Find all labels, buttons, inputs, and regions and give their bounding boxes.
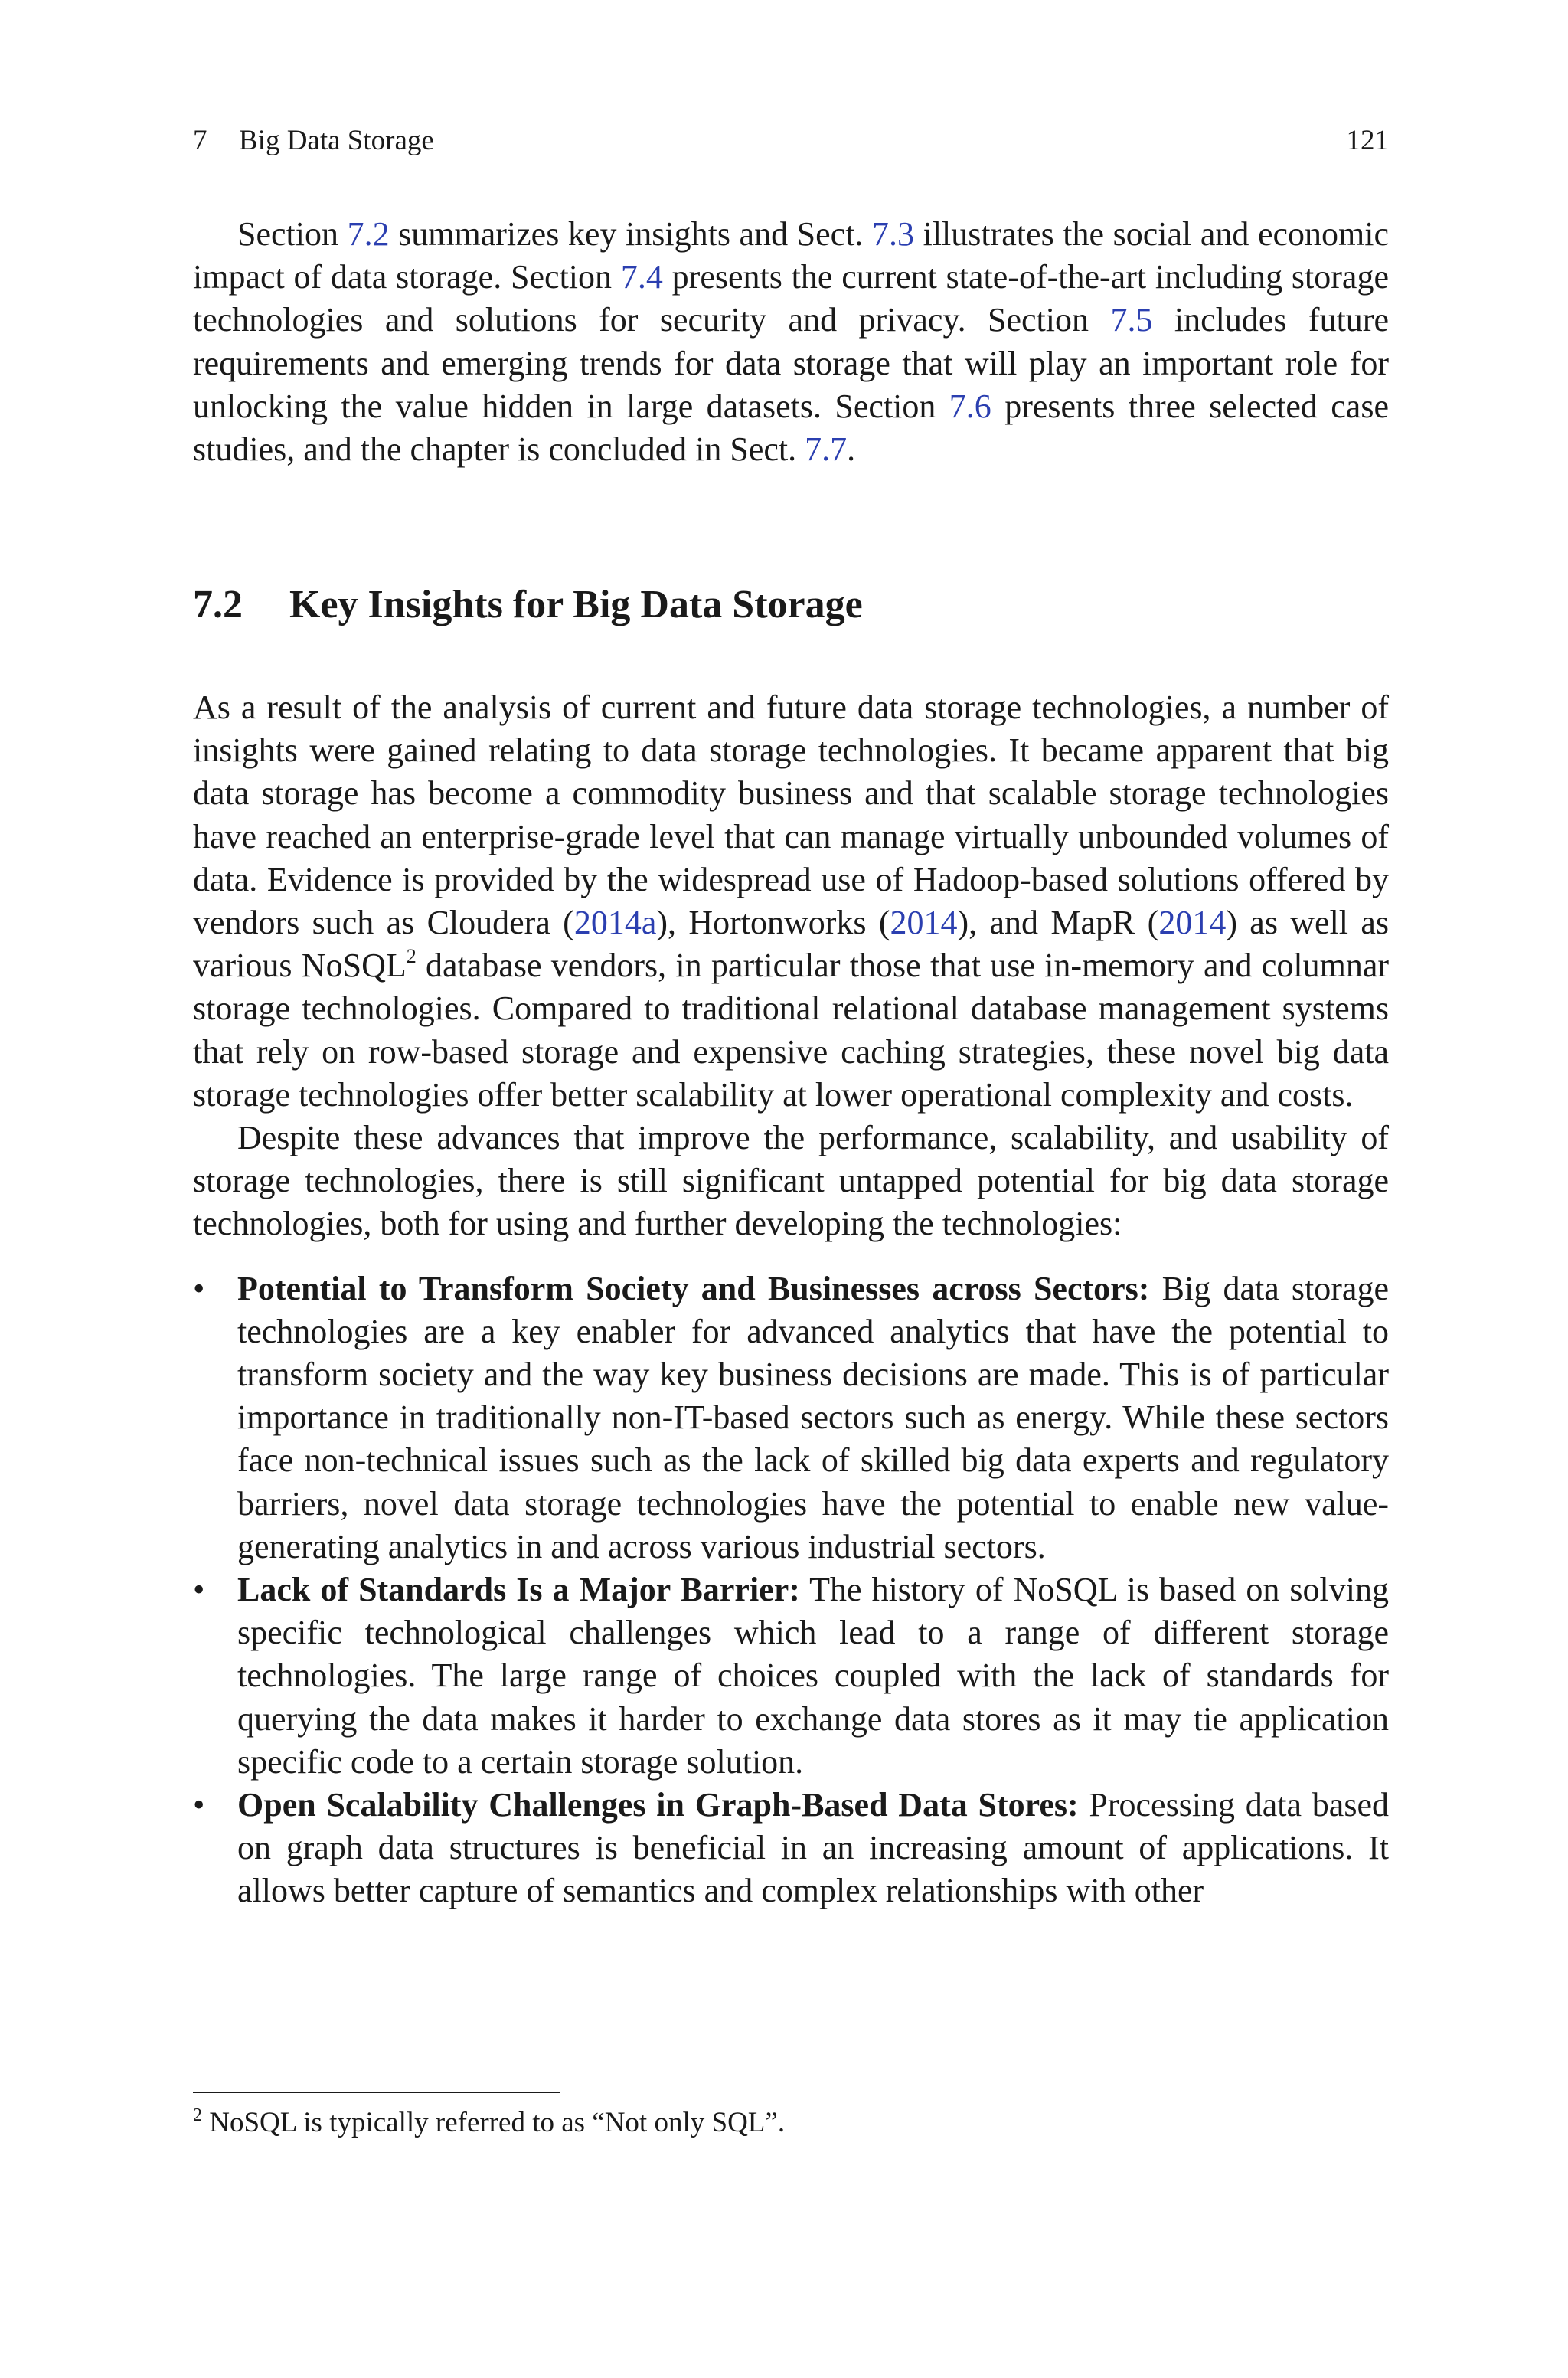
text-run: .	[847, 430, 856, 469]
text-run: illustrates the social and economic impact of data storage. Section	[193, 215, 1389, 296]
list-item	[193, 1568, 1389, 1784]
footnote-number: 2	[193, 2105, 202, 2125]
section-number: 7.2	[193, 583, 243, 626]
insights-list	[193, 1268, 1389, 1913]
list-item-text: Big data storage technologies are a key enabler for advanced analytics that have the potential to transform society and the way key business decisions are made. This is of particular importance in traditionally non-IT-based sectors such as energy. While these sectors face non-technical issues such as the lack of skilled big data experts and regulatory barriers, novel data storage technologies have the potential to enable new value-generating analytics in and across various industrial sectors.	[237, 1269, 1389, 1565]
text-run: database vendors, in particular those that use in-memory and columnar storage technologies. Compared to traditional relational database management systems that rely on row-based storage and expensive caching strategies, these novel big data storage technologies offer better scalability at lower operational complexity and costs.	[193, 947, 1389, 1114]
bullet-icon: •	[193, 1786, 205, 1824]
list-item	[193, 1784, 1389, 1913]
section-link-7-6[interactable]: 7.6	[949, 387, 991, 425]
page-number: 121	[1346, 125, 1389, 156]
text-run: ) as well as various NoSQL	[193, 904, 1389, 985]
intro-paragraph	[193, 213, 1389, 471]
chapter-title: Big Data Storage	[239, 125, 434, 156]
text-run: ), and MapR (	[957, 904, 1159, 942]
section-title: Key Insights for Big Data Storage	[289, 583, 863, 626]
list-item-lead: Potential to Transform Society and Businesses across Sectors:	[237, 1269, 1150, 1307]
text-run: includes future requirements and emerging trends for data storage that will play an important role for unlocking the value hidden in large datasets. Section	[193, 301, 1389, 425]
text-run: summarizes key insights and Sect.	[389, 215, 873, 253]
intro-block	[193, 213, 1389, 471]
chapter-number: 7	[193, 125, 207, 156]
list-item-text: The history of NoSQL is based on solving specific technological challenges which lead to a range of different storage technologies. The large range of choices coupled with the lack of standards for querying the data makes it harder to exchange data stores as it may tie application specific code to a certain storage solution.	[237, 1571, 1389, 1781]
citation-mapr[interactable]: 2014	[1158, 904, 1227, 942]
section-heading	[193, 581, 1389, 630]
main-block	[193, 686, 1389, 1913]
paragraph-2: Despite these advances that improve the performance, scalability, and usability of storage technologies, there is still significant untapped potential for big data storage technologies, both for using and further developing the technologies:	[193, 1119, 1389, 1243]
text-run: ), Hortonworks (	[656, 904, 890, 942]
footnote-divider	[193, 2092, 560, 2093]
bullet-icon: •	[193, 1571, 205, 1609]
list-item-lead: Lack of Standards Is a Major Barrier:	[237, 1571, 800, 1609]
list-item	[193, 1268, 1389, 1568]
section-link-7-2[interactable]: 7.2	[347, 215, 390, 253]
footnote-text: NoSQL is typically referred to as “Not only SQL”.	[202, 2107, 786, 2138]
footnote-marker[interactable]: 2	[406, 945, 416, 968]
bullet-icon: •	[193, 1269, 205, 1307]
footnote	[193, 2105, 1389, 2141]
section-link-7-3[interactable]: 7.3	[872, 215, 915, 253]
list-item-lead: Open Scalability Challenges in Graph-Based Data Stores:	[237, 1786, 1079, 1824]
list-item-text: Processing data based on graph data structures is beneficial in an increasing amount of applications. It allows better capture of semantics and complex relationships with other	[237, 1786, 1389, 1910]
text-run: Section	[237, 215, 348, 253]
citation-hortonworks[interactable]: 2014	[890, 904, 958, 942]
citation-cloudera[interactable]: 2014a	[573, 904, 657, 942]
text-run: presents three selected case studies, and the chapter is concluded in Sect.	[193, 387, 1389, 469]
section-link-7-4[interactable]: 7.4	[620, 258, 663, 296]
section-link-7-7[interactable]: 7.7	[805, 430, 848, 469]
section-link-7-5[interactable]: 7.5	[1110, 301, 1153, 339]
text-run: presents the current state-of-the-art including storage technologies and solutions for security and privacy. Section	[193, 258, 1389, 339]
paragraph-1	[193, 686, 1389, 1117]
text-run: As a result of the analysis of current and future data storage technologies, a number of insights were gained relating to data storage technologies. It became apparent that big data storage has become a commodity business and that scalable storage technologies have reached an enterprise-grade level that can manage virtually unbounded volumes of data. Evidence is provided by the widespread use of Hadoop-based solutions offered by vendors such as Cloudera (	[193, 689, 1389, 942]
